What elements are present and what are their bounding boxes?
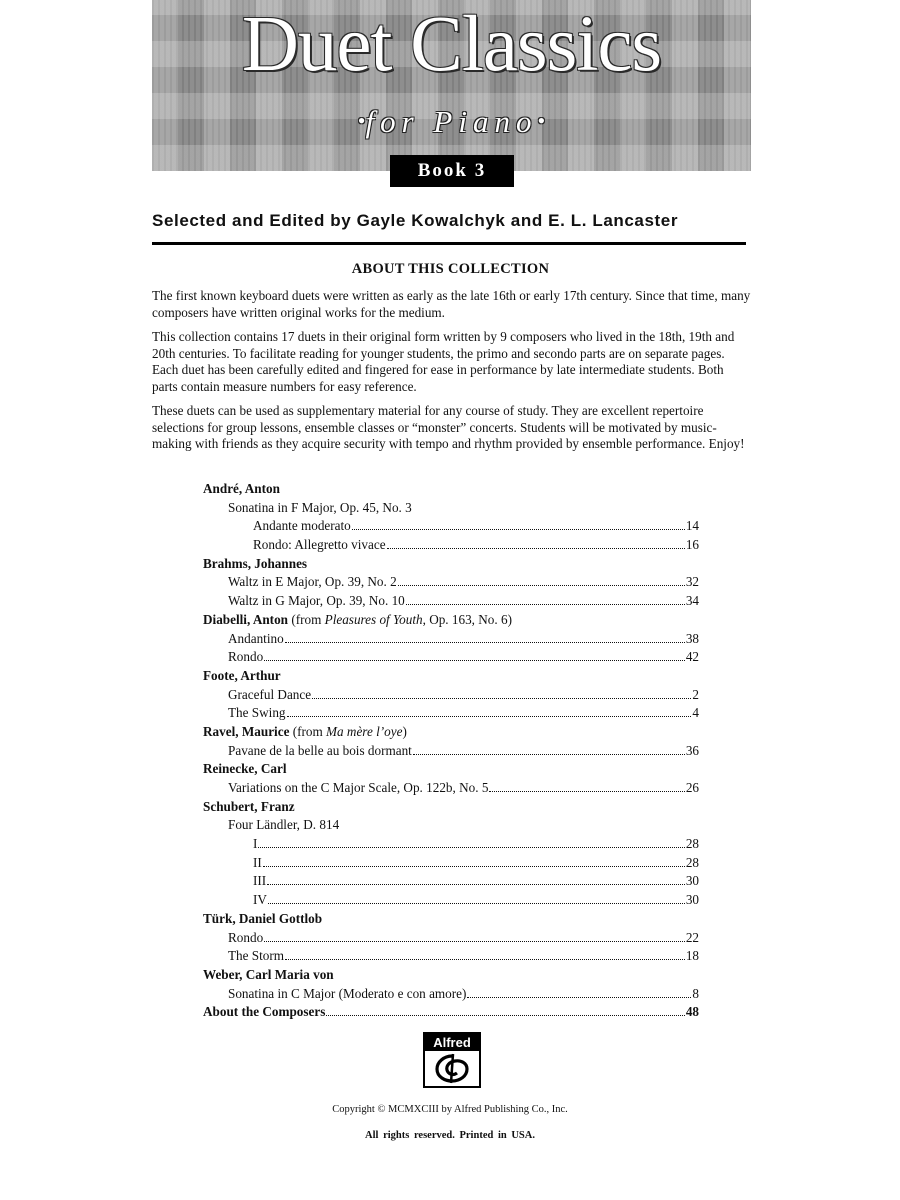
entry-title: I — [253, 836, 258, 852]
toc-composer — [203, 480, 699, 499]
toc-composer — [203, 611, 699, 630]
dot-leader — [406, 604, 685, 605]
dot-leader — [258, 847, 684, 848]
toc-entry — [203, 517, 699, 536]
rights-text: All rights reserved. Printed in USA. — [365, 1130, 535, 1141]
page-number: 34 — [685, 593, 699, 609]
about-paragraph: These duets can be used as supplementary material for any course of study. They are excellent repertoire selections for group lessons, ensemble classes or “monster” concerts. Students will be motivated by music-making with friends as they acquire security with tempo and rhythm provided by ensemble performance. Enjoy! — [152, 403, 745, 451]
composer-note: (from Ma mère l’oye) — [289, 723, 407, 739]
entry-title: Andantino — [228, 630, 284, 646]
page-number: 4 — [692, 705, 699, 721]
entry-title: Pavane de la belle au bois dormant — [228, 742, 412, 758]
page-number: 36 — [685, 742, 699, 758]
toc-entry — [203, 854, 699, 873]
dot-leader — [264, 660, 685, 661]
composer-name: Foote, Arthur — [203, 667, 281, 683]
entry-title: Graceful Dance — [228, 686, 312, 702]
page-number: 18 — [685, 948, 699, 964]
toc-entry — [203, 872, 699, 891]
entry-title: About the Composers — [203, 1004, 326, 1020]
entry-title: Waltz in G Major, Op. 39, No. 10 — [228, 593, 405, 609]
composer-name: Schubert, Franz — [203, 798, 295, 814]
entry-title: Rondo — [228, 649, 264, 665]
toc-entry — [203, 704, 699, 723]
dot-leader — [268, 903, 685, 904]
about-paragraph: This collection contains 17 duets in their original form written by 9 composers who lived in the 18th, 19th and 20th centuries. To facilitate reading for younger students, the primo and secondo parts are on separate pages. Each duet has been carefully edited and fingered for ease in performance by late intermediate students. Both parts contain measure numbers for easy reference. — [152, 329, 735, 394]
page-number: 22 — [685, 929, 699, 945]
composer-name: André, Anton — [203, 481, 280, 496]
section-heading: ABOUT THIS COLLECTION — [351, 261, 550, 277]
dot-leader — [285, 959, 685, 960]
page-number: 16 — [685, 537, 699, 553]
entry-title: Rondo — [228, 929, 264, 945]
alfred-logo — [423, 1032, 481, 1088]
page-number: 28 — [685, 854, 699, 870]
entry-title: The Swing — [228, 705, 286, 721]
toc-entry — [203, 686, 699, 705]
toc-entry — [203, 985, 699, 1004]
page-number: 26 — [685, 780, 699, 795]
toc-entry — [203, 630, 699, 649]
toc-entry — [203, 573, 699, 592]
toc-composer — [203, 966, 699, 985]
dot-leader — [489, 791, 684, 792]
about-paragraph: The first known keyboard duets were written as early as the late 16th or early 17th century. Since that time, many composers have written original works for the medium. — [152, 288, 751, 320]
dot-leader — [287, 716, 692, 717]
dot-leader — [387, 548, 685, 549]
page-number: 42 — [685, 649, 699, 665]
dot-leader — [398, 585, 685, 586]
toc-entry — [203, 592, 699, 611]
logo-name: Alfred — [425, 1034, 479, 1051]
dot-leader — [285, 642, 685, 643]
toc-composer — [203, 555, 699, 574]
cover-banner — [152, 0, 751, 171]
composer-name: Reinecke, Carl — [203, 761, 287, 777]
cover-subtitle — [152, 104, 751, 140]
entry-title: Sonatina in C Major (Moderato e con amore) — [228, 985, 467, 1001]
page-number: 14 — [685, 518, 699, 534]
composer-name: Weber, Carl Maria von — [203, 966, 334, 982]
copyright-text: Copyright © MCMXCIII by Alfred Publishing Co., Inc. — [332, 1104, 568, 1115]
page-number: 30 — [685, 892, 699, 908]
toc-entry — [203, 742, 699, 761]
entry-title: Waltz in E Major, Op. 39, No. 2 — [228, 574, 397, 590]
dot-leader — [312, 698, 691, 699]
dot-leader — [467, 997, 691, 998]
bullet-icon: • — [537, 108, 546, 133]
toc-entry — [203, 536, 699, 555]
toc-entry — [203, 947, 699, 966]
toc-entry — [203, 891, 699, 910]
toc-entry — [203, 1003, 699, 1022]
treble-clef-icon — [431, 1053, 473, 1084]
toc-composer — [203, 723, 699, 742]
source-title: Ma mère l’oye — [326, 723, 403, 739]
editors-line: Selected and Edited by Gayle Kowalchyk and E. L. Lancaster — [152, 211, 679, 230]
composer-note: (from Pleasures of Youth, Op. 163, No. 6) — [288, 611, 512, 627]
page-number: 8 — [692, 985, 699, 1001]
table-of-contents — [203, 480, 699, 1022]
toc-composer — [203, 798, 699, 817]
toc-work: Four Ländler, D. 814 — [228, 817, 340, 833]
dot-leader — [264, 941, 685, 942]
dot-leader — [352, 529, 685, 530]
source-title: Pleasures of Youth — [324, 611, 423, 627]
entry-title: Rondo: Allegretto vivace — [253, 537, 386, 553]
toc-composer — [203, 667, 699, 686]
composer-name: Brahms, Johannes — [203, 555, 308, 571]
bullet-icon: • — [357, 108, 366, 133]
page-number: 48 — [685, 1004, 699, 1020]
dot-leader — [413, 754, 685, 755]
toc-composer — [203, 910, 699, 929]
entry-title: Andante moderato — [253, 518, 351, 534]
page-number: 32 — [685, 574, 699, 590]
entry-title: III — [253, 873, 267, 889]
toc-entry — [203, 779, 699, 798]
toc-composer — [203, 760, 699, 779]
entry-title: II — [253, 854, 262, 870]
entry-title: The Storm — [228, 948, 285, 964]
cover-subtitle-text: for Piano — [365, 104, 538, 139]
page-number: 28 — [685, 836, 699, 852]
toc-entry — [203, 648, 699, 667]
composer-name: Ravel, Maurice — [203, 723, 290, 739]
composer-name: Diabelli, Anton — [203, 611, 289, 627]
toc-work: Sonatina in F Major, Op. 45, No. 3 — [228, 499, 412, 515]
entry-title: IV — [253, 892, 267, 908]
dot-leader — [267, 884, 685, 885]
toc-entry — [203, 929, 699, 948]
page-number: 38 — [685, 630, 699, 646]
cover-title: Duet Classics — [241, 1, 662, 88]
page-number: 30 — [685, 873, 699, 889]
composer-name: Türk, Daniel Gottlob — [203, 910, 323, 926]
dot-leader — [326, 1015, 684, 1016]
page-number: 2 — [692, 686, 699, 702]
book-badge: Book 3 — [390, 155, 514, 187]
toc-entry — [203, 835, 699, 854]
dot-leader — [263, 866, 685, 867]
divider — [152, 242, 746, 245]
entry-title: Variations on the C Major Scale, Op. 122b, No. 5 — [228, 780, 489, 795]
